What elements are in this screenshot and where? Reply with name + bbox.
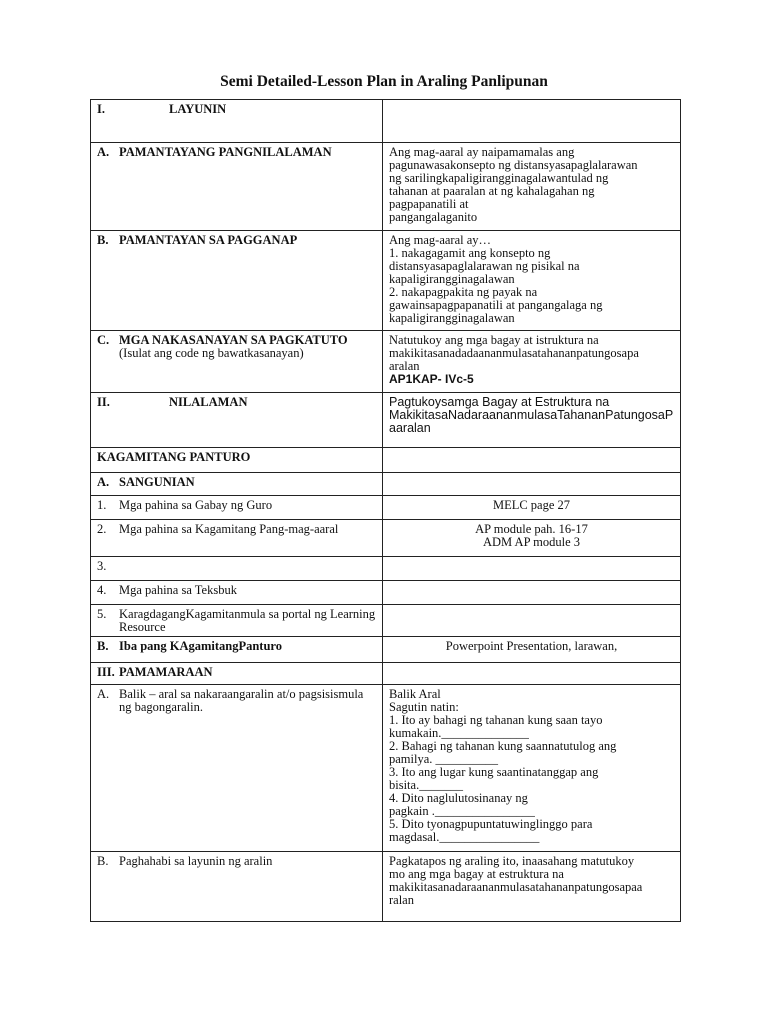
- row-label: [119, 560, 376, 573]
- row-layunin: [91, 100, 681, 143]
- label-cell: [91, 663, 383, 685]
- row-label: KaragdagangKagamitanmula sa portal ng Learning Resource: [119, 607, 376, 634]
- row-marker: C.: [97, 333, 110, 347]
- label-cell: [91, 473, 383, 496]
- row-label: Mga pahina sa Kagamitang Pang-mag-aaral: [119, 522, 339, 536]
- row-label: LAYUNIN: [169, 102, 227, 116]
- row-paghahabi: [91, 852, 681, 922]
- label-cell: [91, 331, 383, 393]
- row-pamantayang-pangnilalaman: [91, 143, 681, 231]
- value-cell: [383, 331, 681, 393]
- value-cell: [383, 448, 681, 473]
- row-label: NILALAMAN: [169, 395, 248, 409]
- competency-code: AP1KAP- IVc-5: [389, 372, 474, 386]
- row-label: Mga pahina sa Gabay ng Guro: [119, 498, 273, 512]
- label-cell: [91, 143, 383, 231]
- lesson-plan-table: [90, 99, 681, 922]
- row-pamantayan-sa-pagganap: [91, 231, 681, 331]
- value-cell: Ang mag-aaral ay naipamamalas ang pagunawasakonsepto ng distansyasapaglalarawan ng sarilingkapaligirangginagalawantulad ng tahanan at paaralan at ng kahalagahan ng pagpapanatili at pangangalaganito: [383, 143, 681, 231]
- value-text: Natutukoy ang mga bagay at istruktura na makikitasanadadaananmulasatahananpatungosapa aralan: [389, 333, 639, 373]
- value-cell: AP module pah. 16-17 ADM AP module 3: [383, 520, 681, 557]
- row-mga-nakasanayan: [91, 331, 681, 393]
- value-cell: Pagkatapos ng araling ito, inaasahang matutukoy mo ang mga bagay at estruktura na makikitasanadaraananmulasatahananpatungosapaa ralan: [383, 852, 681, 922]
- value-cell: [383, 100, 681, 143]
- row-marker: 4.: [97, 583, 107, 597]
- row-item-3: [91, 557, 681, 581]
- label-cell: KAGAMITANG PANTURO: [91, 448, 383, 473]
- label-cell: [91, 852, 383, 922]
- row-kagamitang-panturo: [91, 448, 681, 473]
- row-teksbuk: [91, 581, 681, 605]
- row-marker: A.: [97, 145, 110, 159]
- row-marker: B.: [97, 854, 109, 868]
- row-label-note: (Isulat ang code ng bawatkasanayan): [119, 346, 304, 360]
- value-cell: [383, 581, 681, 605]
- row-marker: A.: [97, 687, 110, 701]
- label-cell: [91, 581, 383, 605]
- label-cell: [91, 100, 383, 143]
- row-label: MGA NAKASANAYAN SA PAGKATUTO: [119, 333, 348, 347]
- row-nilalaman: [91, 393, 681, 448]
- row-balik-aral: [91, 685, 681, 852]
- value-cell: Balik Aral Sagutin natin: 1. Ito ay bahagi ng tahanan kung saan tayo kumakain.______________ 2. Bahagi ng tahanan kung saannatutulog ang pamilya. __________ 3. Ito ang lugar kung saantinatanggap ang bisita._______ 4. Dito naglulutosinanay ng pagkain .________________ 5. Dito tyonagpupuntatuwinglinggo para magdasal.________________: [383, 685, 681, 852]
- value-cell: Ang mag-aaral ay… 1. nakagagamit ang konsepto ng distansyasapaglalarawan ng pisikal na kapaligirangginagalawan 2. nakapagpakita ng payak na gawainsapagpapanatili at pangangalaga ng kapaligirangginagalawan: [383, 231, 681, 331]
- row-marker: B.: [97, 233, 109, 247]
- row-marker: I.: [97, 102, 105, 116]
- row-label: Paghahabi sa layunin ng aralin: [119, 854, 273, 868]
- row-marker: III.: [97, 665, 115, 679]
- row-label: PAMANTAYANG PANGNILALAMAN: [119, 145, 332, 159]
- row-marker: II.: [97, 395, 110, 409]
- row-marker: A.: [97, 475, 110, 489]
- row-kagamitang-pang-mag-aaral: [91, 520, 681, 557]
- row-label: SANGUNIAN: [119, 475, 195, 489]
- row-label: Balik – aral sa nakaraangaralin at/o pagsisismula ng bagongaralin.: [119, 687, 364, 714]
- value-cell: [383, 557, 681, 581]
- row-label: Mga pahina sa Teksbuk: [119, 583, 237, 597]
- row-gabay-guro: [91, 496, 681, 520]
- row-label: Iba pang KAgamitangPanturo: [119, 639, 282, 653]
- row-pamamaraan: [91, 663, 681, 685]
- row-iba-pang-kagamitan: [91, 637, 681, 663]
- label-cell: [91, 231, 383, 331]
- label-cell: [91, 637, 383, 663]
- row-marker: 2.: [97, 522, 107, 536]
- label-cell: [91, 685, 383, 852]
- value-cell: Powerpoint Presentation, larawan,: [383, 637, 681, 663]
- value-cell: MELC page 27: [383, 496, 681, 520]
- label-cell: [91, 557, 383, 581]
- row-sangunian: [91, 473, 681, 496]
- row-marker: B.: [97, 639, 109, 653]
- row-karagdagang-kagamitan: [91, 605, 681, 637]
- row-marker: 5.: [97, 607, 107, 621]
- row-marker: 3.: [97, 559, 107, 573]
- value-cell: [383, 473, 681, 496]
- value-cell: [383, 663, 681, 685]
- document-title: Semi Detailed-Lesson Plan in Araling Panlipunan: [220, 73, 548, 90]
- label-cell: [91, 605, 383, 637]
- label-cell: [91, 496, 383, 520]
- row-label: PAMAMARAAN: [119, 665, 213, 679]
- label-cell: [91, 393, 383, 448]
- value-cell: Pagtukoysamga Bagay at Estruktura na MakikitasaNadaraananmulasaTahananPatungosaP aaralan: [383, 393, 681, 448]
- row-marker: 1.: [97, 498, 107, 512]
- label-cell: [91, 520, 383, 557]
- row-label: PAMANTAYAN SA PAGGANAP: [119, 233, 298, 247]
- value-cell: [383, 605, 681, 637]
